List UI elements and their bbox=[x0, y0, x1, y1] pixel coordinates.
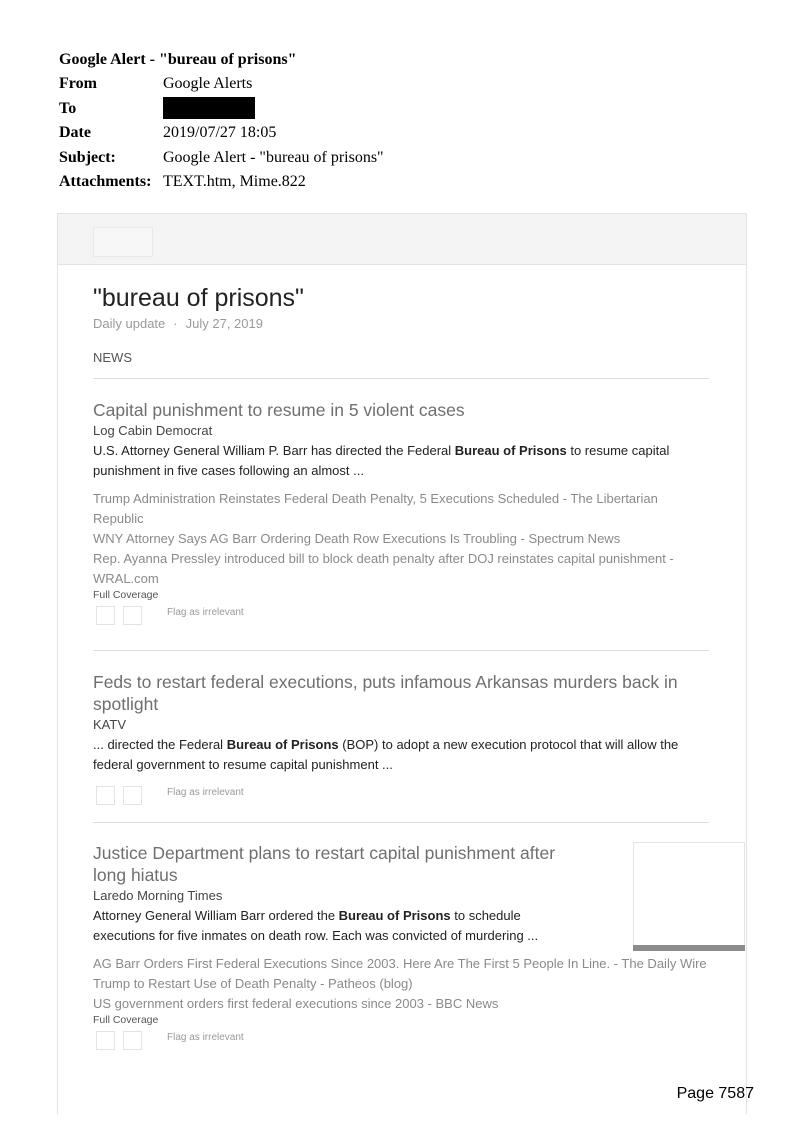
flag-irrelevant-link[interactable]: Flag as irrelevant bbox=[167, 787, 244, 798]
article-1 bbox=[93, 399, 709, 624]
subject-row bbox=[59, 148, 384, 173]
subject-value: Google Alert - "bureau of prisons" bbox=[163, 148, 384, 166]
to-row bbox=[59, 99, 384, 124]
article-snippet: ... directed the Federal Bureau of Prisons (BOP) to adopt a new execution protocol that will allow the federal government to resume capital punishment ... bbox=[93, 737, 679, 772]
share-icon[interactable] bbox=[96, 786, 115, 805]
date-row bbox=[59, 123, 384, 148]
article-divider bbox=[93, 650, 709, 651]
flag-irrelevant-link[interactable]: Flag as irrelevant bbox=[167, 607, 244, 618]
article-title[interactable]: Justice Department plans to restart capital punishment after long hiatus bbox=[93, 843, 556, 885]
keyword-highlight: Bureau of Prisons bbox=[226, 737, 339, 752]
redacted-recipient bbox=[163, 97, 255, 119]
related-link[interactable]: US government orders first federal executions since 2003 - BBC News bbox=[93, 996, 499, 1011]
flag-irrelevant-link[interactable]: Flag as irrelevant bbox=[167, 1032, 244, 1043]
email-header bbox=[59, 50, 384, 197]
full-coverage-link[interactable]: Full Coverage bbox=[93, 589, 159, 601]
full-coverage-link[interactable]: Full Coverage bbox=[93, 1014, 159, 1026]
page-number: Page 7587 bbox=[676, 1085, 754, 1102]
section-label: NEWS bbox=[93, 350, 132, 365]
attachments-value[interactable]: TEXT.htm, Mime.822 bbox=[163, 173, 306, 190]
alert-frequency: Daily update bbox=[93, 316, 166, 331]
alert-date: July 27, 2019 bbox=[185, 316, 263, 331]
date-value: 2019/07/27 18:05 bbox=[163, 124, 277, 141]
attachments-row bbox=[59, 172, 384, 197]
article-divider bbox=[93, 822, 709, 823]
share-icon[interactable] bbox=[96, 606, 115, 625]
article-actions bbox=[93, 782, 709, 804]
keyword-highlight: Bureau of Prisons bbox=[454, 443, 567, 458]
card-header-bar bbox=[58, 214, 746, 265]
related-link[interactable]: AG Barr Orders First Federal Executions Since 2003. Here Are The First 5 People In Line. - The Daily Wire bbox=[93, 956, 707, 971]
article-snippet: U.S. Attorney General William P. Barr has directed the Federal Bureau of Prisons to resume capital punishment in five cases following an almost ... bbox=[93, 443, 670, 478]
keyword-highlight: Bureau of Prisons bbox=[338, 908, 451, 923]
article-source: KATV bbox=[93, 717, 126, 732]
related-link[interactable]: Trump Administration Reinstates Federal Death Penalty, 5 Executions Scheduled - The Libertarian Republic bbox=[93, 491, 658, 526]
related-link[interactable]: WNY Attorney Says AG Barr Ordering Death Row Executions Is Troubling - Spectrum News bbox=[93, 531, 621, 546]
bookmark-icon[interactable] bbox=[123, 786, 142, 805]
article-title[interactable]: Capital punishment to resume in 5 violent cases bbox=[93, 400, 465, 420]
article-actions bbox=[93, 1027, 709, 1049]
section-divider bbox=[93, 378, 709, 379]
article-thumbnail[interactable] bbox=[633, 842, 745, 951]
date-label: Date bbox=[59, 124, 91, 141]
thumbnail-caption-bar bbox=[633, 945, 745, 951]
email-subject-line: Google Alert - "bureau of prisons" bbox=[59, 51, 297, 68]
to-label: To bbox=[59, 99, 77, 117]
article-snippet: Attorney General William Barr ordered the Bureau of Prisons to schedule executions for five inmates on death row. Each was convicted of murdering ... bbox=[93, 908, 539, 943]
google-logo-placeholder bbox=[93, 227, 153, 257]
from-row bbox=[59, 74, 384, 99]
from-value: Google Alerts bbox=[163, 75, 253, 92]
meta-separator: · bbox=[173, 316, 178, 331]
article-2 bbox=[93, 671, 709, 804]
article-actions bbox=[93, 602, 709, 624]
article-3 bbox=[93, 842, 709, 1049]
related-link[interactable]: Rep. Ayanna Pressley introduced bill to block death penalty after DOJ reinstates capital punishment - WRAL.com bbox=[93, 551, 674, 586]
related-link[interactable]: Trump to Restart Use of Death Penalty - Patheos (blog) bbox=[93, 976, 413, 991]
alert-card bbox=[57, 213, 747, 1114]
attachments-label: Attachments: bbox=[59, 173, 152, 190]
alert-meta bbox=[93, 316, 263, 331]
alert-query-title: "bureau of prisons" bbox=[93, 284, 304, 312]
article-source: Log Cabin Democrat bbox=[93, 423, 213, 438]
article-source: Laredo Morning Times bbox=[93, 888, 223, 903]
from-label: From bbox=[59, 75, 97, 92]
article-title[interactable]: Feds to restart federal executions, puts infamous Arkansas murders back in spotlight bbox=[93, 672, 678, 714]
bookmark-icon[interactable] bbox=[123, 606, 142, 625]
bookmark-icon[interactable] bbox=[123, 1031, 142, 1050]
share-icon[interactable] bbox=[96, 1031, 115, 1050]
subject-label: Subject: bbox=[59, 148, 116, 166]
